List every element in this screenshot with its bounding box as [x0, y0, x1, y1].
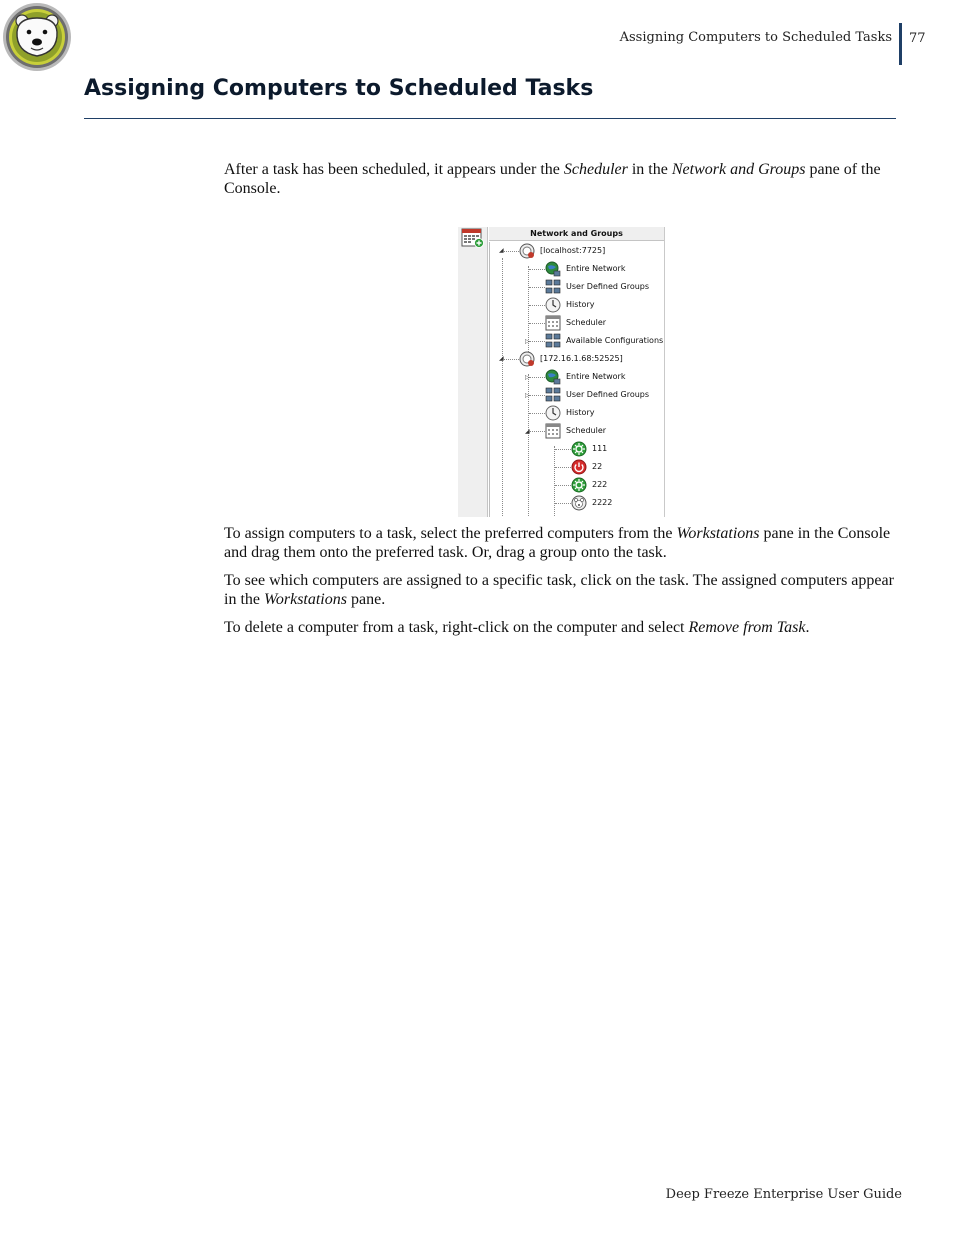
tree-item-label: 2222: [592, 498, 613, 507]
scheduler-add-icon: [461, 228, 485, 248]
text-run: After a task has been scheduled, it appears under the: [224, 161, 564, 178]
running-header: Assigning Computers to Scheduled Tasks: [619, 30, 892, 45]
header-rule: [899, 23, 902, 65]
title-rule: [84, 118, 896, 119]
network-tree[interactable]: [489, 242, 662, 517]
tree-item-label: 22: [592, 462, 603, 471]
emphasis-workstations: Workstations: [264, 591, 347, 608]
page-number: 77: [909, 31, 926, 46]
text-run: in the: [627, 161, 672, 178]
polar-bear-logo-icon: [2, 2, 72, 72]
expand-arrow-icon[interactable]: ▷: [525, 374, 530, 381]
emphasis-network-groups: Network and Groups: [671, 161, 806, 178]
network-groups-screenshot: [458, 227, 665, 517]
text-run: pane.: [346, 591, 386, 608]
page-footer: Deep Freeze Enterprise User Guide: [665, 1187, 902, 1202]
expand-arrow-icon[interactable]: ▷: [525, 392, 530, 399]
groups-icon: [545, 279, 561, 295]
collapse-arrow-icon[interactable]: ◢: [499, 247, 504, 254]
collapse-arrow-icon[interactable]: ◢: [499, 355, 504, 362]
tree-item-label: Entire Network: [566, 264, 626, 273]
text-run: pane in the Console and drag them onto the preferred task. Or, drag a group onto the task.: [224, 525, 891, 561]
section-title: Assigning Computers to Scheduled Tasks: [84, 76, 594, 101]
tree-item-label: 111: [592, 444, 608, 453]
server-icon: [519, 243, 535, 259]
remove-paragraph: [224, 618, 896, 637]
clock-icon: [545, 405, 561, 421]
text-run: To delete a computer from a task, right-click on the computer and select: [224, 619, 689, 636]
groups-icon: [545, 387, 561, 403]
tree-item-label: User Defined Groups: [566, 390, 650, 399]
pane-title: Network and Groups: [489, 227, 664, 241]
view-assigned-paragraph: [224, 571, 896, 609]
red-power-icon: [571, 459, 587, 475]
bear-task-icon: [571, 495, 587, 511]
calendar-icon: [545, 315, 561, 331]
text-run: pane of the Console.: [224, 161, 881, 197]
tree-item-label: Scheduler: [566, 318, 607, 327]
tree-item-label: History: [566, 408, 595, 417]
expand-arrow-icon[interactable]: ▷: [525, 338, 530, 345]
tree-item-label: Entire Network: [566, 372, 626, 381]
text-run: To see which computers are assigned to a specific task, click on the task. The assigned computers appear in the: [224, 572, 894, 608]
assign-paragraph: [224, 524, 896, 562]
tree-item-label: [localhost:7725]: [540, 246, 606, 255]
calendar-icon: [545, 423, 561, 439]
collapse-arrow-icon[interactable]: ◢: [525, 428, 530, 435]
globe-network-icon: [545, 261, 561, 277]
tree-item-label: User Defined Groups: [566, 282, 650, 291]
tree-item-label: Scheduler: [566, 426, 607, 435]
tree-item-label: History: [566, 300, 595, 309]
groups-icon: [545, 333, 561, 349]
pane-sidebar: [458, 227, 488, 517]
tree-item-label: [172.16.1.68:52525]: [540, 354, 623, 363]
green-task-icon: [571, 441, 587, 457]
server-icon: [519, 351, 535, 367]
intro-paragraph: [224, 160, 896, 198]
emphasis-workstations: Workstations: [676, 525, 760, 542]
text-run: To assign computers to a task, select the preferred computers from the: [224, 525, 677, 542]
text-run: .: [805, 619, 810, 636]
emphasis-remove-from-task: Remove from Task: [688, 619, 806, 636]
globe-network-icon: [545, 369, 561, 385]
green-task-icon: [571, 477, 587, 493]
emphasis-scheduler: Scheduler: [563, 161, 628, 178]
tree-item-label: Available Configurations: [566, 336, 664, 345]
clock-icon: [545, 297, 561, 313]
tree-item-label: 222: [592, 480, 608, 489]
